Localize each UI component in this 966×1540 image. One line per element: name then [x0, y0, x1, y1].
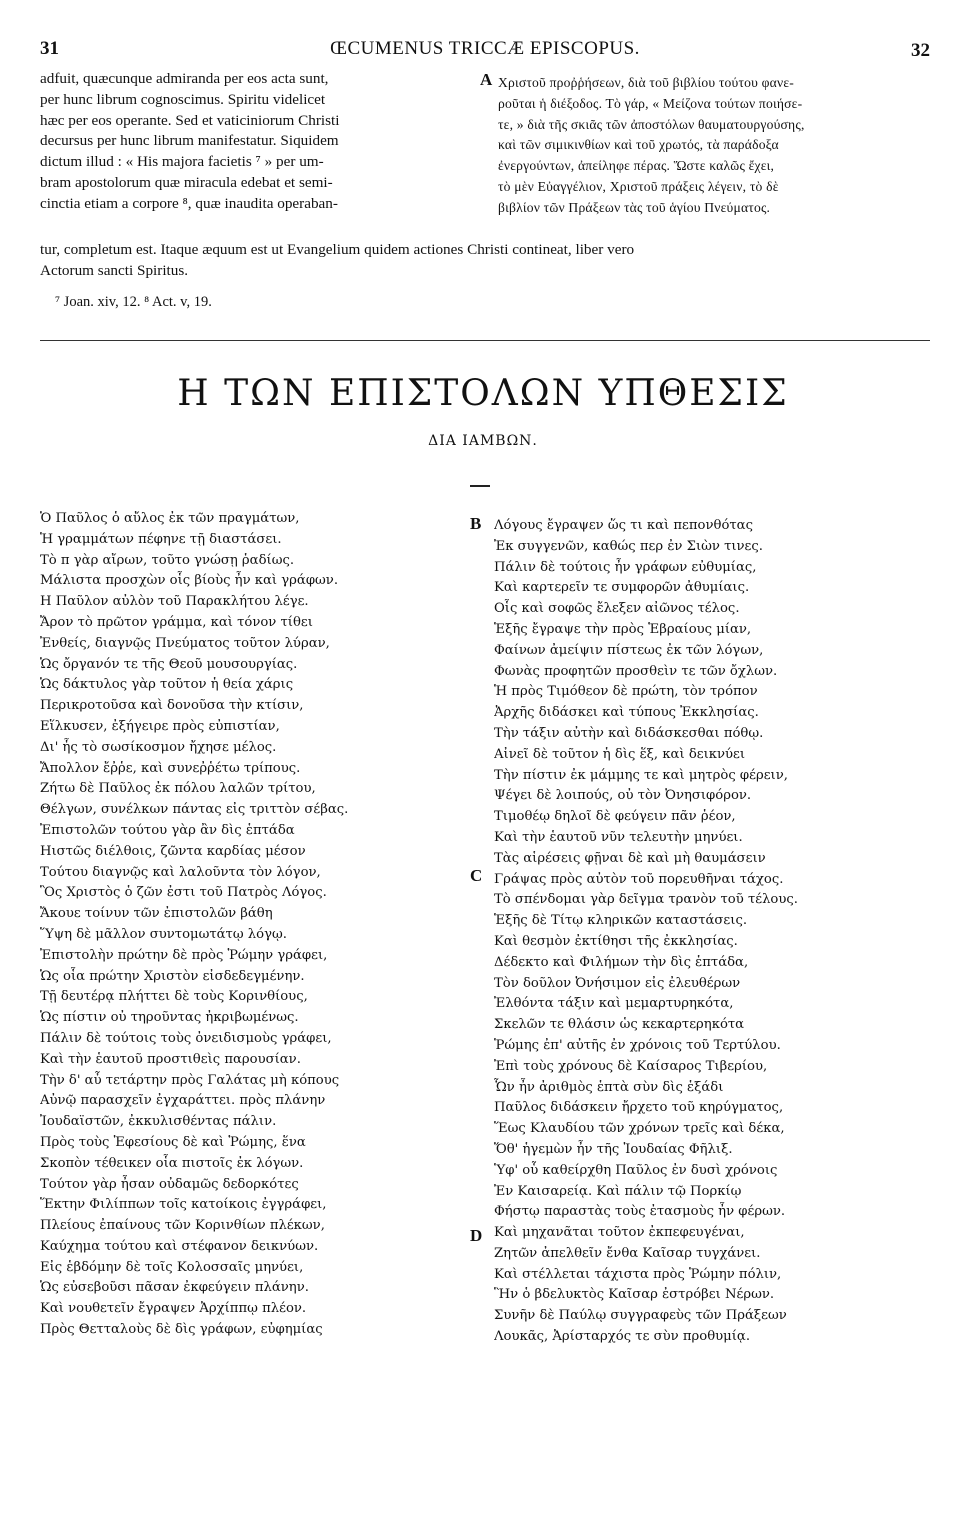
poem-left-line: Δι' ἧς τὸ σωσίκοσμον ἤχησε μέλος.	[40, 739, 277, 755]
poem-left-line: Εἵλκυσεν, ἐξήγειρε πρὸς εὐπιστίαν,	[40, 718, 280, 734]
poem-right-line: Ζητῶν ἀπελθεῖν ἔνθα Καῖσαρ τυγχάνει.	[494, 1245, 761, 1261]
poem-right-line: Φωνὰς προφητῶν προσθεὶν τε τῶν ὄχλων.	[494, 663, 778, 679]
poem-right-line: Πάλιν δὲ τούτοις ἦν γράφων εὐθυμίας,	[494, 559, 757, 575]
latin-lines-line: adfuit, quæcunque admiranda per eos acta sunt,	[40, 70, 329, 87]
poem-left-line: Πλείους ἐπαίνους τῶν Κορινθίων πλέκων,	[40, 1218, 325, 1234]
poem-left-line: Καύχημα τούτου καὶ στέφανον δεικνύων.	[40, 1238, 319, 1254]
poem-left-line: Τούτου διαγνῷς καὶ λαλοῦντα τὸν λόγον,	[40, 864, 321, 880]
poem-left-line: Καὶ τὴν ἑαυτοῦ προστιθεὶς παρουσίαν.	[40, 1051, 301, 1067]
poem-left-column	[40, 509, 470, 1341]
poem-right-line: Οἷς καὶ σοφῶς ἔλεξεν αἰῶνος τέλος.	[494, 601, 740, 617]
poem-right-line: Γράψας πρὸς αὐτὸν τοῦ πορευθῆναι τάχος.	[494, 871, 784, 887]
poem-right-line: Καὶ μηχανᾶται τοῦτον ἐκπεφευγέναι,	[494, 1225, 745, 1241]
poem-left-line: Ἄρον τὸ πρῶτον γράμμα, καὶ τόνον τίθει	[40, 614, 313, 630]
poem-right-line: Τὸ σπένδομαι γὰρ δεῖγμα τρανὸν τοῦ τέλους.	[494, 892, 798, 908]
poem-left-line: Τὸ π γὰρ αἴρων, τοῦτο γνώσῃ ῥαδίως.	[40, 552, 295, 568]
poem-right-line: Συνῆν δὲ Παύλῳ συγγραφεὺς τῶν Πράξεων	[494, 1308, 787, 1324]
full-lines-line: Actorum sancti Spiritus.	[40, 261, 189, 279]
poem-right-line: Τὴν πίστιν ἐκ μάμμης τε καὶ μητρὸς φέρειν,	[494, 767, 788, 783]
poem-right-line: Καὶ τὴν ἑαυτοῦ νῦν τελευτὴν μηνύει.	[494, 829, 743, 845]
poem-left-line: Σκοπὸν τέθεικεν οἷα πιστοῖς ἐκ λόγων.	[40, 1155, 304, 1171]
latin-lines-line: cinctia etiam a corpore ⁸, quæ inaudita operaban-	[40, 194, 338, 212]
poem-right-line: Ἑξῆς δὲ Τίτῳ κληρικῶν καταστάσεις.	[494, 913, 748, 929]
poem-left-line: Πρὸς Θετταλοὺς δὲ δὶς γράφων, εὐφημίας	[40, 1322, 323, 1338]
poem-left-line: Περικροτοῦσα καὶ δονοῦσα τὴν κτίσιν,	[40, 698, 304, 714]
poem-right-line: Λόγους ἔγραψεν ὥς τι καὶ πεπονθότας	[494, 518, 753, 533]
greek-lines-line: βιβλίον τῶν Πράξεων τὰς τοῦ ἁγίου Πνεύματος.	[498, 199, 771, 215]
poem-right-line: Ὧν ἦν ἀριθμὸς ἑπτὰ σὺν δὶς ἑξάδι	[494, 1079, 724, 1095]
poem-left-line: Εἰς ἑβδόμην δὲ τοῖς Κολοσσαῖς μηνύει,	[40, 1259, 304, 1275]
poem-left-line: Τούτον γὰρ ἦσαν οὐδαμῶς δεδορκότες	[40, 1176, 299, 1192]
poem-right-line: Ἐκ συγγενῶν, καθώς περ ἐν Σιὼν τινες.	[494, 538, 763, 554]
section-marker-d: D	[470, 1226, 483, 1245]
poem-left-line: Ζήτω δὲ Παῦλος ἐκ πόλου λαλῶν τρίτου,	[40, 781, 316, 797]
poem-right-line: Λουκᾶς, Ἀρίσταρχός τε σὺν προθυμίᾳ.	[494, 1329, 751, 1345]
poem-left-line: Τῇ δευτέρᾳ πλήττει δὲ τοὺς Κορινθίους,	[40, 989, 308, 1005]
poem-right-line: Ἐλθόντα τάξιν καὶ μεμαρτυρηκότα,	[494, 996, 734, 1012]
latin-column	[40, 70, 470, 216]
poem-right-line: Τὰς αἱρέσεις φῇναι δὲ καὶ μὴ θαυμάσειν	[494, 850, 766, 866]
full-lines-line: tur, completum est. Itaque æquum est ut Evangelium quidem actiones Christi contineat, liber vero	[40, 241, 635, 258]
greek-lines-line: τε, » διὰ τῆς σκιᾶς τῶν ἀποστόλων θαυματουργούσης,	[498, 116, 805, 132]
poem-left-line: Ὡς ὄργανόν τε τῆς Θεοῦ μουσουργίας.	[40, 656, 298, 672]
poem-right-line: Ἡ πρὸς Τιμόθεον δὲ πρώτη, τὸν τρόπον	[494, 684, 758, 700]
poem-right-line: Παῦλος διδάσκειν ἤρχετο τοῦ κηρύγματος,	[494, 1100, 784, 1116]
poem-right-line: Τιμοθέῳ δηλοῖ δὲ φεύγειν πᾶν ῥέον,	[494, 809, 736, 825]
poem-left-line: Ἄκουε τοίνυν τῶν ἐπιστολῶν βάθη	[40, 906, 273, 922]
page-number-right: 32	[911, 40, 930, 61]
greek-lines-line: ροῦται ἡ διέξοδος. Τὸ γάρ, « Μείζονα τούτων ποιήσε-	[498, 95, 803, 111]
poem-left-line: Ὡς οἷα πρώτην Χριστὸν εἰσδεδεγμένην.	[40, 968, 305, 984]
poem-left-line: Ὁ Παῦλος ὁ αὔλος ἐκ τῶν πραγμάτων,	[40, 511, 300, 526]
latin-lines-line: hæc per eos operante. Sed et vaticiniorum Christi	[40, 111, 340, 129]
poem-left-line: Ἐπιστολῶν τούτου γὰρ ἂν δὶς ἑπτάδα	[40, 822, 295, 838]
poem-right-line: Ἑξῆς ἔγραψε τὴν πρὸς Ἑβραίους μίαν,	[494, 621, 752, 637]
latin-lines-line: decursus per hunc librum manifestatur. Siquidem	[40, 132, 339, 150]
poem-right-column	[494, 516, 934, 1348]
poem-right-line: Ὅθ' ἡγεμὼν ἦν τῆς Ἰουδαίας Φῆλιξ.	[494, 1141, 733, 1157]
poem-right-line: Ἀρχῆς διδάσκει καὶ τύπους Ἐκκλησίας.	[494, 705, 759, 721]
latin-lines-line: dictum illud : « His majora facietis ⁷ » per um-	[40, 153, 324, 171]
greek-column	[498, 74, 930, 220]
page-header	[40, 38, 930, 62]
section-title: Η ΤΩΝ ΕΠΙΣΤΟΛΩΝ ΥΠΘΕΣΙΣ	[177, 373, 789, 414]
poem-left-line: Θέλγων, συνέλκων πάντας εἰς τριττὸν σέβας.	[40, 802, 349, 818]
poem-right-line: Ἕως Κλαυδίου τῶν χρόνων τρεῖς καὶ δέκα,	[494, 1121, 785, 1137]
running-title: ŒCUMENUS TRICCÆ EPISCOPUS.	[330, 38, 640, 59]
greek-lines-line: καὶ τῶν σιμικινθίων καὶ τοῦ χρωτός, τὰ παράδοξα	[498, 137, 779, 153]
poem-left-line: Ἡ γραμμάτων πέφηνε τῇ διαστάσει.	[40, 531, 282, 547]
poem-right-line: Καὶ καρτερεῖν τε συμφορῶν ἀθυμίαις.	[494, 580, 750, 596]
latin-continuation	[40, 241, 930, 283]
poem-left-line: Τὴν δ' αὖ τετάρτην πρὸς Γαλάτας μὴ κόπους	[40, 1072, 340, 1088]
poem-right-line: Καὶ στέλλεται τάχιστα πρὸς Ῥώμην πόλιν,	[494, 1266, 782, 1282]
poem-left-line: Ἐνθείς, διαγνῷς Πνεύματος τοῦτον λύραν,	[40, 635, 330, 651]
poem-left-line: Ὃς Χριστὸς ὁ ζῶν ἐστι τοῦ Πατρὸς Λόγος.	[40, 885, 327, 901]
poem-left-line: Ὕψη δὲ μᾶλλον συντομωτάτῳ λόγῳ.	[40, 926, 287, 942]
footnotes: ⁷ Joan. xiv, 12. ⁸ Act. v, 19.	[55, 294, 212, 310]
poem-left-line: Ὡς πίστιν οὐ τηροῦντας ἠκριβωμένως.	[40, 1010, 299, 1026]
poem-right-line: Ῥώμης ἐπ' αὐτῆς ἐν χρόνοις τοῦ Τερτύλου.	[494, 1037, 781, 1053]
poem-left-line: Ἐπιστολὴν πρώτην δὲ πρὸς Ῥώμην γράφει,	[40, 947, 328, 963]
poem-right-line: Ψέγει δὲ λοιπούς, οὐ τὸν Ὀνησιφόρον.	[494, 788, 752, 804]
poem-left-line: Πρὸς τοὺς Ἐφεσίους δὲ καὶ Ῥώμης, ἕνα	[40, 1134, 306, 1150]
poem-right-line: Ἐπὶ τοὺς χρόνους δὲ Καίσαρος Τιβερίου,	[494, 1058, 768, 1074]
poem-left-line: Ὡς εὐσεβοῦσι πᾶσαν ἐκφεύγειν πλάνην.	[40, 1280, 309, 1296]
title-dash	[470, 485, 490, 487]
poem-left-line: Ὡς δάκτυλος γὰρ τοῦτον ἡ θεία χάρις	[40, 677, 294, 693]
poem-left-line: Πάλιν δὲ τούτοις τοὺς ὀνειδισμοὺς γράφει,	[40, 1030, 332, 1046]
poem-left-line: Αὐνῷ παρασχεῖν ἐγχαράττει. πρὸς πλάνην	[40, 1093, 326, 1109]
poem-right-line: Ἐν Καισαρείᾳ. Καὶ πάλιν τῷ Πορκίῳ	[494, 1183, 742, 1199]
section-subtitle: ΔΙΑ ΙΑΜΒΩΝ.	[428, 433, 538, 449]
poem-left-line: Καὶ νουθετεῖν ἔγραψεν Ἀρχίππῳ πλέον.	[40, 1301, 307, 1317]
section-marker-b: B	[470, 514, 482, 533]
poem-right-line: Φαίνων ἀμείψιν πίστεως ἐκ τῶν λόγων,	[494, 642, 764, 658]
poem-left-line: Ἕκτην Φιλίππων τοῖς κατοίκοις ἐγγράφει,	[40, 1197, 327, 1213]
poem-left-line: Ηιστῶς διέλθοις, ζῶντα καρδίας μέσον	[40, 843, 306, 859]
greek-lines-line: τὸ μὲν Εὐαγγέλιον, Χριστοῦ πράξεις λέγειν, τὸ δὲ	[498, 178, 779, 194]
page-number-left: 31	[40, 38, 59, 59]
latin-lines-line: bram apostolorum quæ miracula edebat et semi-	[40, 173, 333, 191]
poem-left-line: Μάλιστα προσχὼν οἷς βίοὺς ἦν καὶ γράφων.	[40, 573, 339, 589]
greek-lines-line: ἐνεργούντων, ἀπείληφε πέρας. Ὥστε καλῶς ἔχει,	[498, 158, 775, 174]
poem-right-line: Ἣν ὁ βδελυκτὸς Καῖσαρ ἐστρόβει Νέρων.	[494, 1287, 775, 1303]
poem-left-line: Η Παῦλον αὐλὸν τοῦ Παρακλήτου λέγε.	[40, 594, 309, 610]
poem-right-line: Ὑφ' οὗ καθείρχθη Παῦλος ἐν δυσὶ χρόνοις	[494, 1162, 778, 1178]
poem-right-line: Καὶ θεσμὸν ἐκτίθησι τῆς ἐκκλησίας.	[494, 933, 738, 949]
poem-right-line: Τὸν δοῦλον Ὀνήσιμον εἰς ἐλευθέρων	[494, 975, 741, 991]
poem-right-line: Δέδεκτο καὶ Φιλήμων τὴν δὶς ἑπτάδα,	[494, 954, 749, 970]
poem-right-line: Φήστῳ παραστὰς τοὺς ἐτασμοὺς ἦν φέρων.	[494, 1204, 786, 1220]
section-marker-c: C	[470, 866, 483, 885]
greek-lines-line: Χριστοῦ προῤῥήσεων, διὰ τοῦ βιβλίου τούτου φανε-	[498, 75, 794, 90]
poem-right-line: Σκελῶν τε θλάσιν ὡς κεκαρτερηκότα	[494, 1017, 745, 1033]
poem-right-line: Αἰνεῖ δὲ τοῦτον ἡ δὶς ἕξ, καὶ δεικνύει	[494, 746, 746, 762]
latin-lines-line: per hunc librum cognoscimus. Spiritu videlicet	[40, 90, 326, 108]
poem-left-line: Ἄπολλον ἔῤῥε, καὶ συνεῤῥέτω τρίπους.	[40, 760, 301, 776]
poem-right-line: Τὴν τάξιν αὐτὴν καὶ διδάσκεσθαι πόθῳ.	[494, 725, 764, 741]
poem-left-line: Ἰουδαϊστῶν, ἐκκυλισθέντας πάλιν.	[40, 1114, 277, 1130]
section-divider	[40, 340, 930, 341]
section-marker-a: A	[480, 70, 493, 89]
